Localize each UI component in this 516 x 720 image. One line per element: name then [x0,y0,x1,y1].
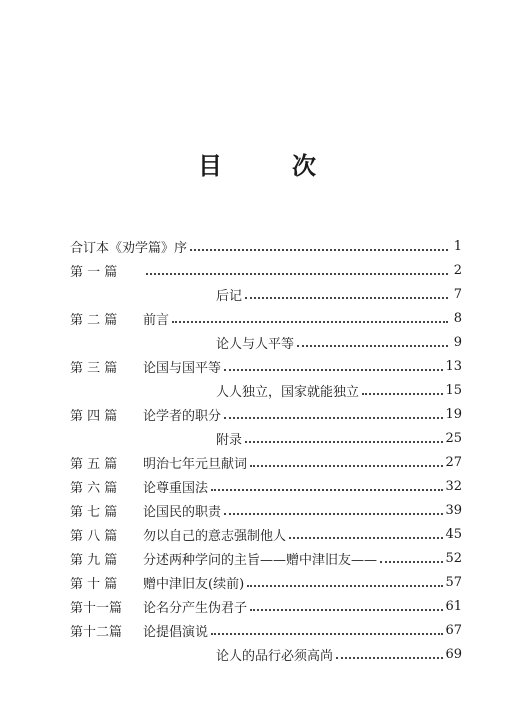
toc-chapter-label: 第 四 篇 [70,408,118,424]
toc-entry-title: 附录 [216,432,243,448]
toc-entry-body [143,263,462,278]
toc-leader-dots [380,560,443,563]
toc-entry-body [143,357,462,376]
page-title-part2: 次 [292,152,318,180]
toc-leader-dots [289,536,443,539]
toc-entry-body [70,237,462,256]
toc-entry[interactable] [70,450,462,474]
toc-page-number: 19 [445,406,462,422]
toc-entry-title: 前言 [143,312,170,328]
toc-entry[interactable] [70,378,462,402]
toc-entry[interactable] [70,546,462,570]
toc-page-number: 61 [445,598,462,614]
toc-leader-dots [146,272,448,275]
toc-page-number: 8 [453,310,462,326]
toc-leader-dots [362,392,443,395]
toc-entry[interactable] [70,474,462,498]
table-of-contents [70,234,462,666]
page-title [0,146,516,181]
toc-entry-body [143,549,462,568]
toc-leader-dots [190,248,448,251]
toc-entry[interactable] [70,234,462,258]
toc-page-number: 52 [445,550,462,566]
toc-entry-title: 论提倡演说 [143,624,209,640]
toc-leader-dots [336,656,443,659]
toc-leader-dots [250,608,443,611]
toc-page-number: 45 [445,526,462,542]
toc-page-number: 13 [445,358,462,374]
toc-page-number: 25 [445,430,462,446]
toc-entry[interactable] [70,570,462,594]
toc-entry-title: 论国与国平等 [143,360,222,376]
toc-entry-body [143,453,462,472]
toc-entry[interactable] [70,522,462,546]
toc-page-number: 39 [445,502,462,518]
toc-entry-body [143,621,462,640]
toc-entry-body [216,333,462,352]
toc-leader-dots [247,584,443,587]
toc-leader-dots [224,512,443,515]
toc-page-number: 9 [453,334,462,350]
toc-chapter-label: 第 八 篇 [70,528,118,544]
toc-entry[interactable] [70,618,462,642]
toc-leader-dots [245,296,448,299]
toc-entry-title: 论尊重国法 [143,480,209,496]
toc-entry[interactable] [70,306,462,330]
toc-chapter-label: 第 二 篇 [70,312,118,328]
toc-chapter-label: 第 三 篇 [70,360,118,376]
toc-entry-title: 合订本《劝学篇》序 [70,240,188,256]
toc-entry-title: 论人与人平等 [216,336,295,352]
toc-chapter-label: 第 六 篇 [70,480,118,496]
toc-entry-body [143,597,462,616]
toc-entry[interactable] [70,498,462,522]
toc-chapter-label: 第 七 篇 [70,504,118,520]
toc-chapter-label: 第十一篇 [70,600,123,616]
toc-entry-body [216,381,462,400]
toc-entry[interactable] [70,258,462,282]
toc-entry[interactable] [70,402,462,426]
toc-entry[interactable] [70,426,462,450]
toc-leader-dots [211,632,443,635]
toc-leader-dots [245,440,443,443]
toc-entry[interactable] [70,330,462,354]
toc-chapter-label: 第 五 篇 [70,456,118,472]
toc-entry-body [143,405,462,424]
toc-leader-dots [224,416,443,419]
toc-entry-body [216,285,462,304]
toc-entry-body [143,573,462,592]
toc-leader-dots [211,488,443,491]
toc-chapter-label: 第十二篇 [70,624,123,640]
toc-leader-dots [297,344,448,347]
toc-page-number: 15 [445,382,462,398]
toc-entry[interactable] [70,642,462,666]
toc-entry-title: 论国民的职责 [143,504,222,520]
toc-entry-body [216,645,462,664]
toc-entry-title: 论学者的职分 [143,408,222,424]
toc-entry-title: 分述两种学问的主旨——赠中津旧友—— [143,552,378,568]
toc-entry[interactable] [70,594,462,618]
toc-leader-dots [172,320,448,323]
toc-entry-title: 明治七年元旦献词 [143,456,248,472]
toc-leader-dots [250,464,443,467]
toc-entry-body [216,429,462,448]
toc-leader-dots [224,368,443,371]
toc-chapter-label: 第 九 篇 [70,552,118,568]
toc-entry[interactable] [70,354,462,378]
toc-entry-body [143,309,462,328]
page-title-part1: 目 [198,152,224,180]
toc-page-number: 2 [453,262,462,278]
toc-page-number: 27 [445,454,462,470]
toc-chapter-label: 第 一 篇 [70,264,118,280]
toc-entry-body [143,525,462,544]
toc-entry[interactable] [70,282,462,306]
toc-page-number: 67 [445,622,462,638]
toc-entry-title: 勿以自己的意志强制他人 [143,528,287,544]
toc-entry-title: 后记 [216,288,243,304]
toc-entry-body [143,477,462,496]
toc-page-number: 1 [453,238,462,254]
toc-page-number: 7 [453,286,462,302]
toc-entry-title: 论人的品行必须高尚 [216,648,334,664]
toc-page-number: 57 [445,574,462,590]
toc-page-number: 69 [445,646,462,662]
toc-entry-title: 赠中津旧友(续前) [143,576,245,592]
toc-entry-title: 人人独立，国家就能独立 [216,384,360,400]
toc-entry-title: 论名分产生伪君子 [143,600,248,616]
toc-chapter-label: 第 十 篇 [70,576,118,592]
toc-entry-body [143,501,462,520]
toc-page-number: 32 [445,478,462,494]
